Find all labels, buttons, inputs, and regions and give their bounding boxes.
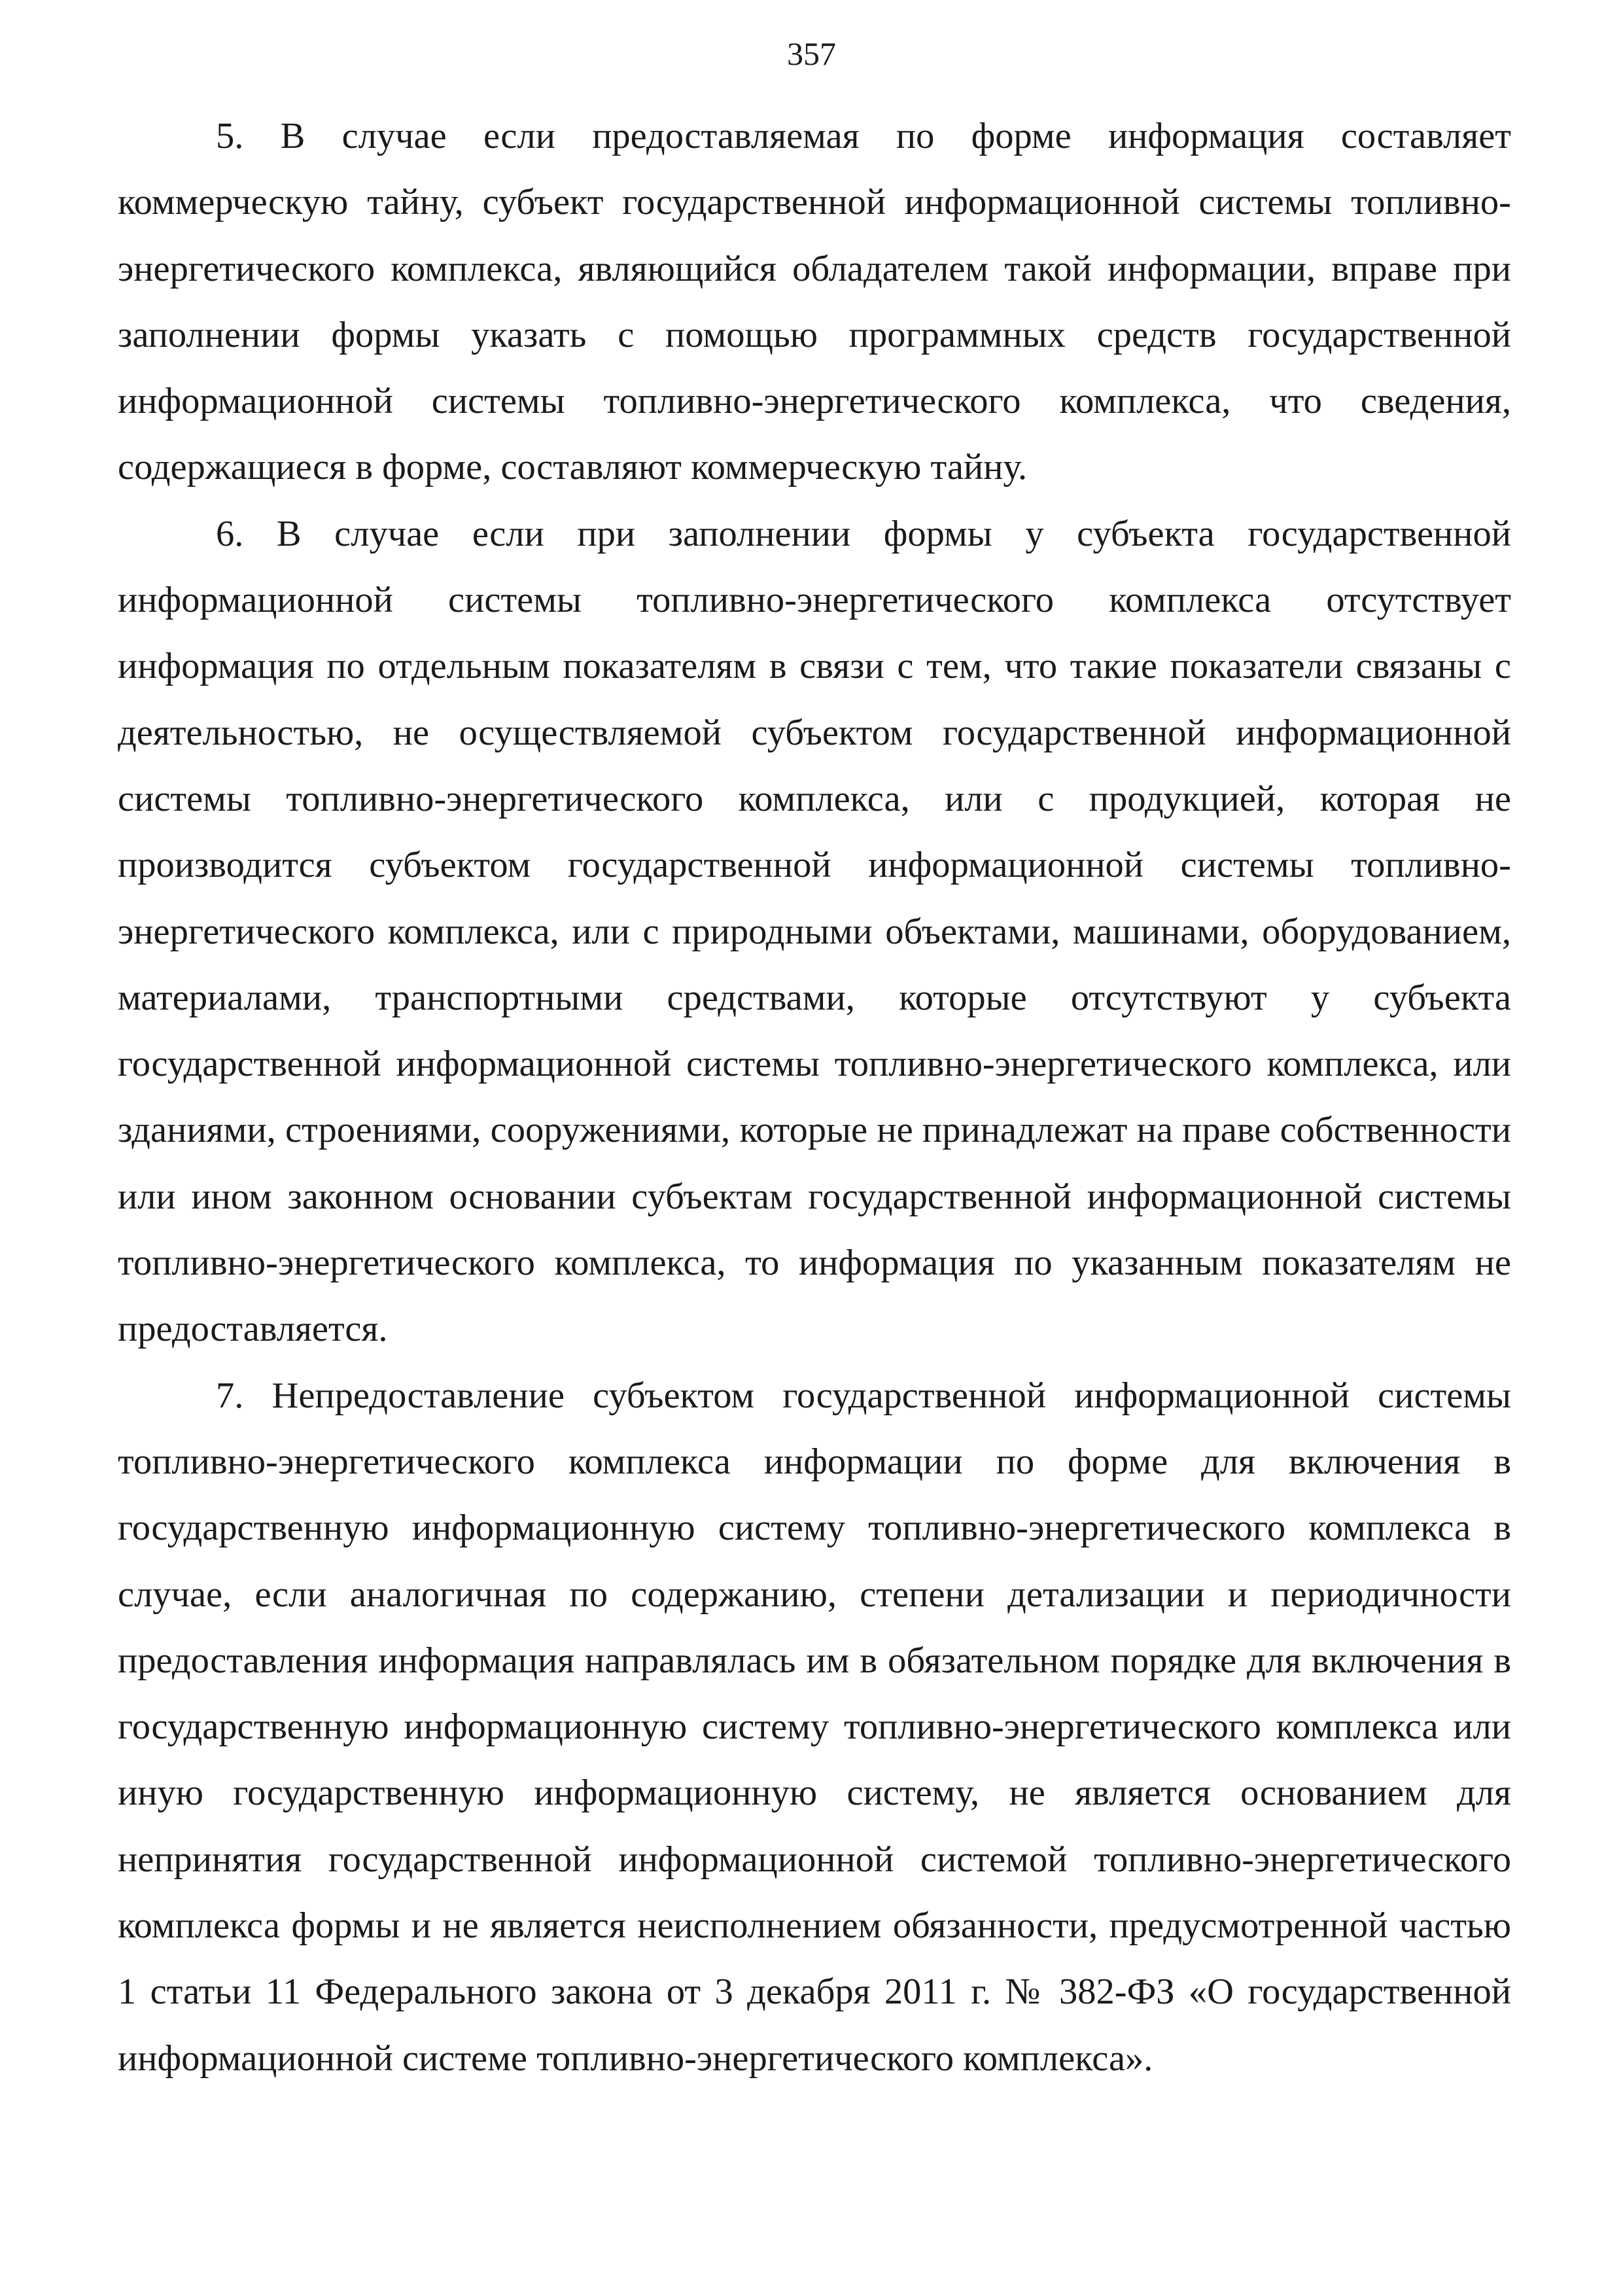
document-body: [118, 103, 1511, 2092]
paragraph-5: 5. В случае если предоставляемая по форме информация составляет коммерческую тайну, субъект государственной информационной системы топливно-энергетического комплекса, являющийся обладателем такой информации, вправе при заполнении формы указать с помощью программных средств государственной информационной системы топливно-энергетического комплекса, что сведения, содержащиеся в форме, составляют коммерческую тайну.: [118, 116, 1511, 488]
paragraph-6: 6. В случае если при заполнении формы у субъекта государственной информационной системы топливно-энергетического комплекса отсутствует информация по отдельным показателям в связи с тем, что такие показатели связаны с деятельностью, не осуществляемой субъектом государственной информационной системы топливно-энергетического комплекса, или с продукцией, которая не производится субъектом государственной информационной системы топливно-энергетического комплекса, или с природными объектами, машинами, оборудованием, материалами, транспортными средствами, которые отсутствуют у субъекта государственной информационной системы топливно-энергетического комплекса, или зданиями, строениями, сооружениями, которые не принадлежат на праве собственности или ином законном основании субъектам государственной информационной системы топливно-энергетического комплекса, то информация по указанным показателям не предоставляется.: [118, 513, 1511, 1350]
page-number: 357: [787, 35, 836, 72]
paragraph-7: 7. Непредоставление субъектом государственной информационной системы топливно-энергетического комплекса информации по форме для включения в государственную информационную систему топливно-энергетического комплекса в случае, если аналогичная по содержанию, степени детализации и периодичности предоставления информация направлялась им в обязательном порядке для включения в государственную информационную систему топливно-энергетического комплекса или иную государственную информационную систему, не является основанием для непринятия государственной информационной системой топливно-энергетического комплекса формы и не является неисполнением обязанности, предусмотренной частью 1 статьи 11 Федерального закона от 3 декабря 2011 г. № 382-ФЗ «О государственной информационной системе топливно-энергетического комплекса».: [118, 1375, 1511, 2079]
